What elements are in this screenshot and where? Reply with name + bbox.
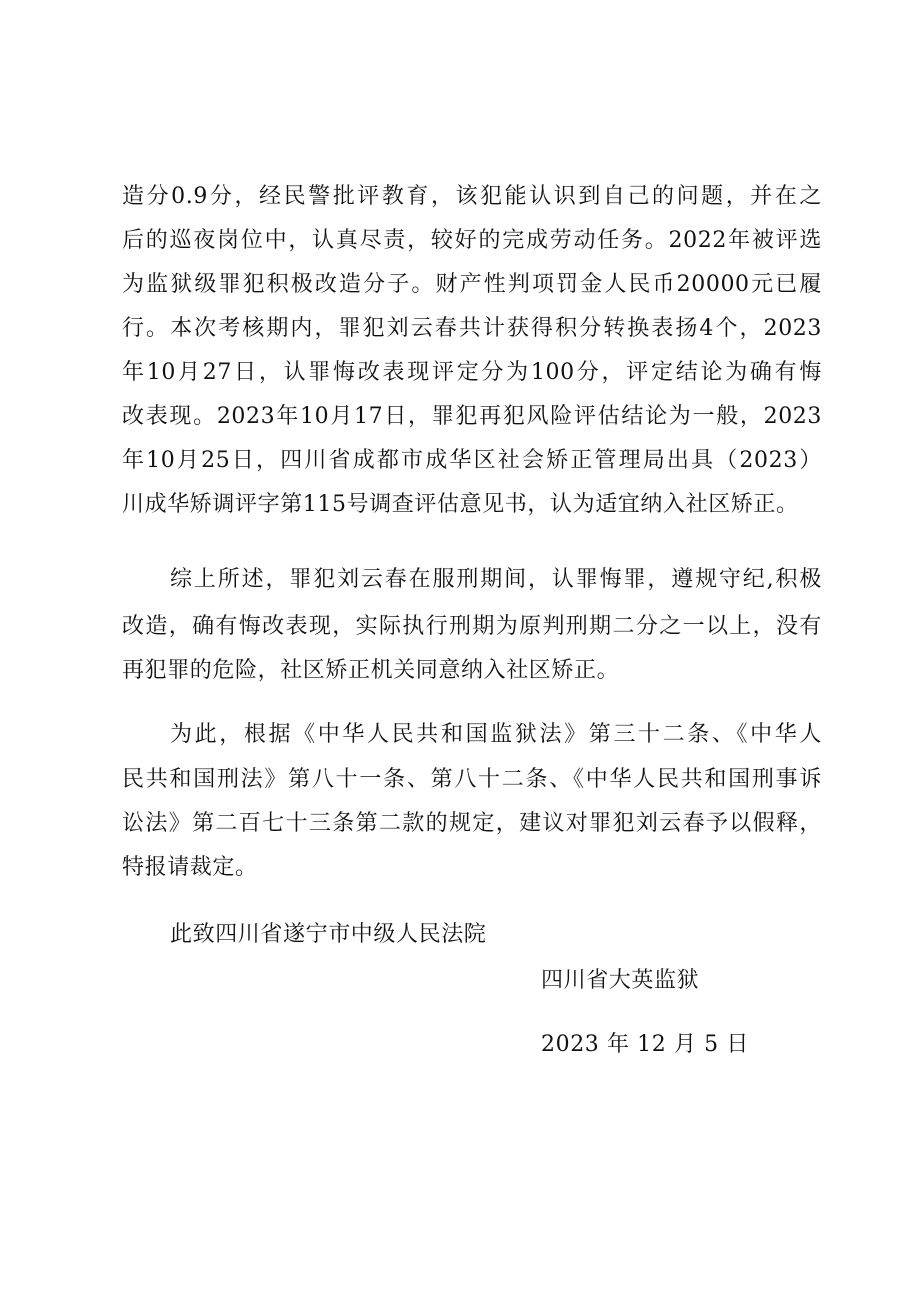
paragraph-1-line-3: 为监狱级罪犯积极改造分子。财产性判项罚金人民币20000元已履 xyxy=(122,272,822,297)
paragraph-2-line-3: 再犯罪的危险，社区矫正机关同意纳入社区矫正。 xyxy=(122,658,620,683)
paragraph-3-line-1: 为此，根据《中华人民共和国监狱法》第三十二条、《中华人 xyxy=(170,722,822,747)
paragraph-3-line-3: 讼法》第二百七十三条第二款的规定，建议对罪犯刘云春予以假释， xyxy=(122,811,822,836)
paragraph-1-line-2: 后的巡夜岗位中，认真尽责，较好的完成劳动任务。2022年被评选 xyxy=(122,228,822,253)
paragraph-3-line-4: 特报请裁定。 xyxy=(122,855,258,880)
paragraph-1-line-8: 川成华矫调评字第115号调查评估意见书，认为适宜纳入社区矫正。 xyxy=(122,492,799,517)
paragraph-2-line-2: 改造，确有悔改表现，实际执行刑期为原判刑期二分之一以上，没有 xyxy=(122,614,822,639)
paragraph-3-line-2: 民共和国刑法》第八十一条、第八十二条、《中华人民共和国刑事诉 xyxy=(122,767,822,792)
paragraph-2-line-1: 综上所述，罪犯刘云春在服刑期间，认罪悔罪，遵规守纪,积极 xyxy=(170,567,822,592)
paragraph-1-line-4: 行。本次考核期内，罪犯刘云春共计获得积分转换表扬4个，2023 xyxy=(122,316,822,341)
paragraph-1-line-6: 改表现。2023年10月17日，罪犯再犯风险评估结论为一般，2023 xyxy=(122,404,822,429)
paragraph-1-line-1: 造分0.9分，经民警批评教育，该犯能认识到自己的问题，并在之 xyxy=(122,184,822,209)
addressee: 此致四川省遂宁市中级人民法院 xyxy=(170,922,487,947)
paragraph-1-line-5: 年10月27日，认罪悔改表现评定分为100分，评定结论为确有悔 xyxy=(122,360,822,385)
signing-organization: 四川省大英监狱 xyxy=(541,968,700,993)
paragraph-1-line-7: 年10月25日，四川省成都市成华区社会矫正管理局出具（2023） xyxy=(122,448,822,473)
signing-date: 2023 年 12 月 5 日 xyxy=(541,1032,749,1057)
